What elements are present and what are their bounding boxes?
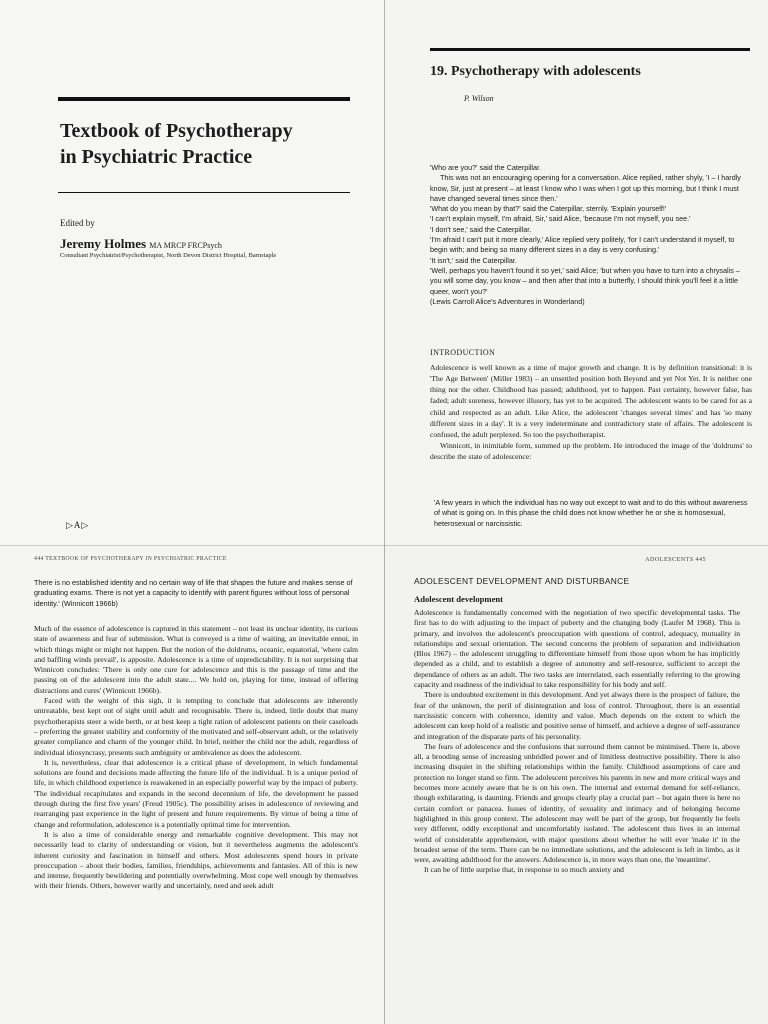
page-444-body [34,624,358,892]
epigraph-line: This was not an encouraging opening for a conversation. Alice replied, rather shyly, 'I – I hardly know, Sir, just at present – at least I know who I was when I got up this morning, but I think I must have changed several times since then.' [430,173,741,203]
chapter-title: 19. Psychotherapy with adolescents [430,64,641,79]
section-heading-introduction: INTRODUCTION [430,348,496,357]
chapter-opening-page [384,0,768,546]
section-heading: ADOLESCENT DEVELOPMENT AND DISTURBANCE [414,576,630,586]
epigraph-line: 'It isn't,' said the Caterpillar. [430,255,517,265]
title-bottom-rule [58,192,350,193]
book-title-line-2: in Psychiatric Practice [60,146,253,168]
scan-page-divider [0,545,768,546]
epigraph [430,163,752,307]
epigraph-line: 'Well, perhaps you haven't found it so yet,' said Alice; 'but when you have to turn into a chrysalis – you will some day, you know – and then after that into a butterfly, I should think you'll feel it a little queer, won't you?' [430,265,740,296]
book-title-line-1: Textbook of Psychotherapy [60,120,293,142]
block-quote-continued: There is no established identity and no certain way of life that shapes the future and makes sense of graduating exams. There is not yet a capacity to identify with parent figures without loss of personal identity.' (Winnicott 1966b) [34,578,353,608]
paragraph: It can be of little surprise that, in response to so much anxiety and [424,865,624,875]
title-top-rule [58,97,350,101]
chapter-author: P. Wilson [464,94,494,103]
epigraph-line: 'What do you mean by that?' said the Caterpillar, sternly. 'Explain yourself!' [430,204,667,214]
editor-affiliation: Consultant Psychiatrist/Psychotherapist, North Devon District Hospital, Barnstaple [60,252,277,259]
running-header-right: ADOLESCENTS 445 [645,556,706,563]
paragraph: It is also a time of considerable energy and remarkable cognitive development. This may not necessarily lead to clarity of understanding or vision, but it nevertheless augments the adolescent's inherent curiosity and fascination in himself and others. Most adolescents spend hours in private preoccupation – about their bodies, families, friendships, achievements and fantasies. All of this is new and intense, frequently bewildering and potentially overwhelming. Most cope well enough by themselves with their friends. Others, however warily and uncertainly, need and seek adult [34,829,358,891]
page-445-body [414,608,740,876]
edited-by-label: Edited by [60,218,95,228]
book-title [60,118,360,170]
paragraph: Winnicott, in inimitable form, summed up the problem. He introduced the image of the 'doldrums' to describe the state of adolescence: [430,441,752,462]
editor-qualifications: MA MRCP FRCPsych [149,241,222,250]
subheading: Adolescent development [414,594,504,604]
paragraph: Adolescence is fundamentally concerned with the negotiation of two specific developmental tasks. The first has to do with adjusting to the impact of puberty and the changing body (Laufer M 1968). This is primary, and involves the adolescent's preoccupation with questions of control, adequacy, mutuality in relationships and sexual orientation. The second concerns the problem of separation and individuation (Blos 1967) – the adolescent struggling to differentiate himself from those upon whom he has implicitly depended as a child, and to establish a degree of autonomy and self-resource, sufficient to accept the dependance of others as an adult. The two tasks are interrelated, each essentially referring to the growing capacity and readiness of the individual to take responsibility for his body and self. [414,608,740,690]
introduction-body [430,362,752,462]
chapter-rule [430,48,750,51]
paragraph: It is, nevertheless, clear that adolescence is a critical phase of development, in which fundamental solutions are found and decisions made affecting the future life of the individual. It is a unique period of life, in which childhood experience is reawakened in an especially powerful way by the impact of puberty. 'The individual recapitulates and expands in the second decennium of life, the development he passed through during the first five years' (Freud 1905c). The possibility arises in adolescence of reviewing and rearranging past experience in the light of present and future requirements. By virtue of being a time of change and reformulation, adolescence is a potentially optimal time for intervention. [34,757,358,829]
paragraph: The fears of adolescence and the confusions that surround them cannot be minimised. There is, above all, a brooding sense of increasing unbridled power and of limitless destructive possibility. There is also increasing disquiet in the shifting relationships within the family. Childhood assumptions of care and protection no longer stand so firm. The adolescent perceives his parents in new and more critical ways and becomes more acutely aware that he is on his own. The internal and external demand for self-reliance, though exhilarating, is daunting. Friends and groups clearly play a crucial part – but again there is here no certain comfort or panacea. Issues of identity, of sexuality and intimacy and of belonging become highlighted in this group context. The adolescent may well be part of the group, but frequently he feels very different, oddly exceptional and uncomfortably isolated. The adolescent thus lives in an internal world of considerable apprehension, with major questions about whether he will ever 'make it' in the broadest sense of the term. There can be no immediate solutions, and the adolescent is left in limbo, as it were, awaiting adulthood for the answers. Adolescence is, in more ways than one, the 'meantime'. [414,741,740,865]
epigraph-citation: (Lewis Carroll Alice's Adventures in Wonderland) [430,296,585,306]
running-header-left: 444 TEXTBOOK OF PSYCHOTHERAPY IN PSYCHIATRIC PRACTICE [34,556,227,562]
epigraph-line: 'I don't see,' said the Caterpillar. [430,224,532,234]
title-page [0,0,384,546]
paragraph: There is undoubted excitement in this development. And yet always there is the prospect of failure, the fear of the unknown, the peril of disintegration and loss of control. Throughout, there is an essential narcissistic concern with coherence, identity and value. Much depends on the extent to which the adolescent can keep hold of a realistic and positive sense of himself, and achieve a degree of self-assurance and integration of the disparate parts of his personality. [414,690,740,741]
epigraph-line: 'I'm afraid I can't put it more clearly,' Alice replied very politely, 'for I can't understand it myself, to begin with; and being so many different sizes in a day is very confusing.' [430,235,735,255]
page-445 [384,546,768,1024]
publisher-logo-icon: ▷A▷ [66,520,90,530]
epigraph-line: 'I can't explain myself, I'm afraid, Sir,' said Alice, 'because I'm not myself, you see.' [430,214,691,224]
editor-name-line [60,236,222,252]
spine-gutter [384,0,385,1024]
editor-name: Jeremy Holmes [60,236,147,251]
paragraph: Adolescence is well known as a time of major growth and change. It is by definition transitional: it is 'The Age Between' (Miller 1983) – an unsettled position both Beyond and yet Not Yet. It is neither one thing nor the other. Childhood has passed; adulthood, yet to happen. Past certainty, however false, has faded; adult sureness, however illusory, has yet to be acquired. The adolescent wants to be cared for as a child and respected as an adult. Like Alice, the adolescent 'changes several times' and has 'so many different sizes in a day'. It is a very indeterminate and contradictory state of affairs. The adolescent is confused, the adult perplexed. So too the psychotherapist. [430,363,752,439]
epigraph-line: 'Who are you?' said the Caterpillar. [430,163,542,172]
block-quote: 'A few years in which the individual has no way out except to wait and to do this without awareness of what is going on. In this phase the child does not know whether he or she is homosexual, heterosexual or narcissistic. [434,498,748,528]
page-444 [0,546,384,1024]
paragraph: Faced with the weight of this sigh, it is tempting to conclude that adolescents are inherently untreatable, best kept out of sight until adult and recognisable. There is, indeed, little doubt that many psychotherapists steer a wide berth, or at best keep a tight ration of adolescent patients on their caseloads – preferring the greater stability and conformity of the motivated and self-observant adult, or the relatively greater compliance and charm of the younger child. In brief, neither the child nor the adult, regardless of individual idiosyncrasy, presents such ambiguity or ambivalence as does the adolescent. [34,696,358,757]
paragraph: Much of the essence of adolescence is captured in this statement – not least its unclear identity, its curious state of awareness and fear of submission. What is conveyed is a time of waiting, an inevitable ennui, in which things might or might not happen. But the notion of the doldrums, oceanic, equatorial, 'where calm and baffling winds prevail', is apposite. Adolescence is a time of unpredictability. It is not surprising that Winnicott concludes: 'There is only one cure for adolescence and this is the passage of time and the passing on of the adolescent into the adult state.... We hold on, playing for time, instead of offering distractions and cures' (Winnicott 1966b). [34,624,358,695]
